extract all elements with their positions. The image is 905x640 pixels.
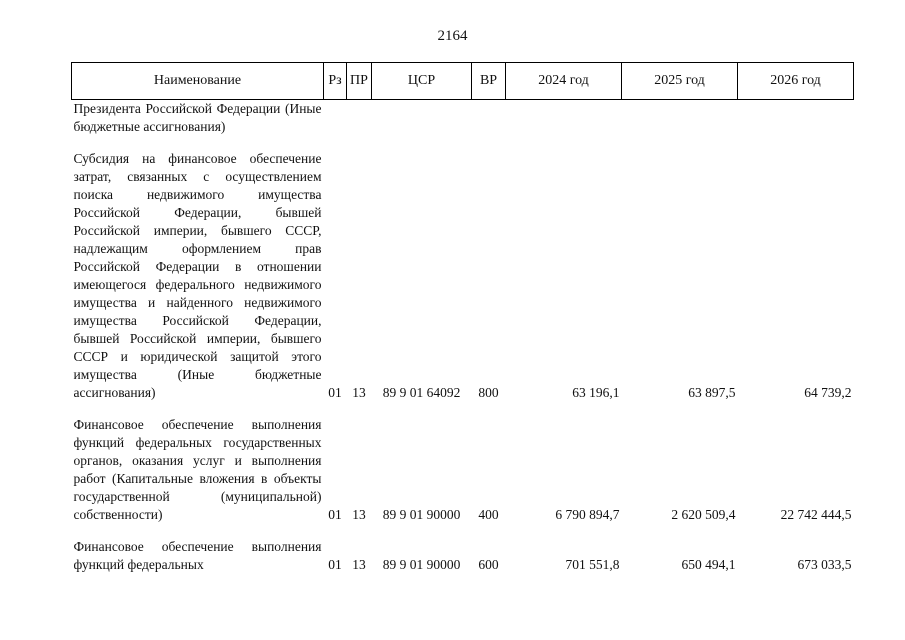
- row-2025: 63 897,5: [688, 385, 736, 400]
- row-rz: 01: [328, 385, 342, 400]
- row-2025: 650 494,1: [681, 557, 736, 572]
- row-2024: 701 551,8: [565, 557, 620, 572]
- row-rz: 01: [328, 557, 342, 572]
- row-spacer: [72, 136, 854, 150]
- header-pr: ПР: [347, 63, 372, 100]
- row-vr: 600: [478, 557, 499, 572]
- row-vr: 400: [478, 507, 499, 522]
- row-csr: 89 9 01 90000: [382, 507, 461, 522]
- row-name: Финансовое обеспечение выполнения функций федеральных государственных органов, оказания услуг и выполнения работ (Капитальные вложения в объекты государственной (муниципальной) собственности): [73, 417, 322, 522]
- page-number: 2164: [437, 28, 468, 44]
- row-2024: [506, 100, 622, 137]
- row-pr: 13: [352, 507, 366, 522]
- table-header: [72, 63, 854, 100]
- row-2026: 673 033,5: [797, 557, 852, 572]
- row-csr: [372, 100, 472, 137]
- row-2026: 22 742 444,5: [780, 507, 852, 522]
- header-rz: Рз: [324, 63, 347, 100]
- row-pr: 13: [352, 385, 366, 400]
- table-row: [72, 538, 854, 574]
- row-vr: 800: [478, 385, 499, 400]
- row-vr: [472, 100, 506, 137]
- row-2026: [738, 100, 854, 137]
- row-name: Президента Российской Федерации (Иные бюджетные ассигнования): [73, 101, 322, 134]
- table-row: [72, 150, 854, 402]
- row-name: Финансовое обеспечение выполнения функций федеральных: [73, 539, 322, 572]
- table-body: [72, 100, 854, 575]
- row-csr: 89 9 01 64092: [382, 385, 461, 400]
- row-name: Субсидия на финансовое обеспечение затрат, связанных с осуществлением поиска недвижимого имущества Российской Федерации, бывшей Российской империи, бывшего СССР, надлежащим оформлением прав Российской Федерации в отношении имеющегося федерального недвижимого имущества и найденного недвижимого имущества Российской Федерации, бывшей Российской империи, бывшего СССР и юридической защитой этого имущества (Иные бюджетные ассигнования): [73, 151, 322, 400]
- row-pr: 13: [352, 557, 366, 572]
- header-2024: 2024 год: [506, 63, 622, 100]
- row-2025: 2 620 509,4: [671, 507, 736, 522]
- header-csr: ЦСР: [372, 63, 472, 100]
- header-vr: ВР: [472, 63, 506, 100]
- row-rz: [324, 100, 347, 137]
- header-2026: 2026 год: [738, 63, 854, 100]
- header-2025: 2025 год: [622, 63, 738, 100]
- row-pr: [347, 100, 372, 137]
- row-2025: [622, 100, 738, 137]
- row-csr: 89 9 01 90000: [382, 557, 461, 572]
- row-spacer: [72, 402, 854, 416]
- row-rz: 01: [328, 507, 342, 522]
- table-row: [72, 416, 854, 524]
- row-spacer: [72, 524, 854, 538]
- budget-table: [71, 62, 854, 574]
- row-2024: 63 196,1: [572, 385, 620, 400]
- row-2026: 64 739,2: [804, 385, 852, 400]
- row-2024: 6 790 894,7: [555, 507, 620, 522]
- header-row: [72, 63, 854, 100]
- table-row: [72, 100, 854, 137]
- header-name: Наименование: [72, 63, 324, 100]
